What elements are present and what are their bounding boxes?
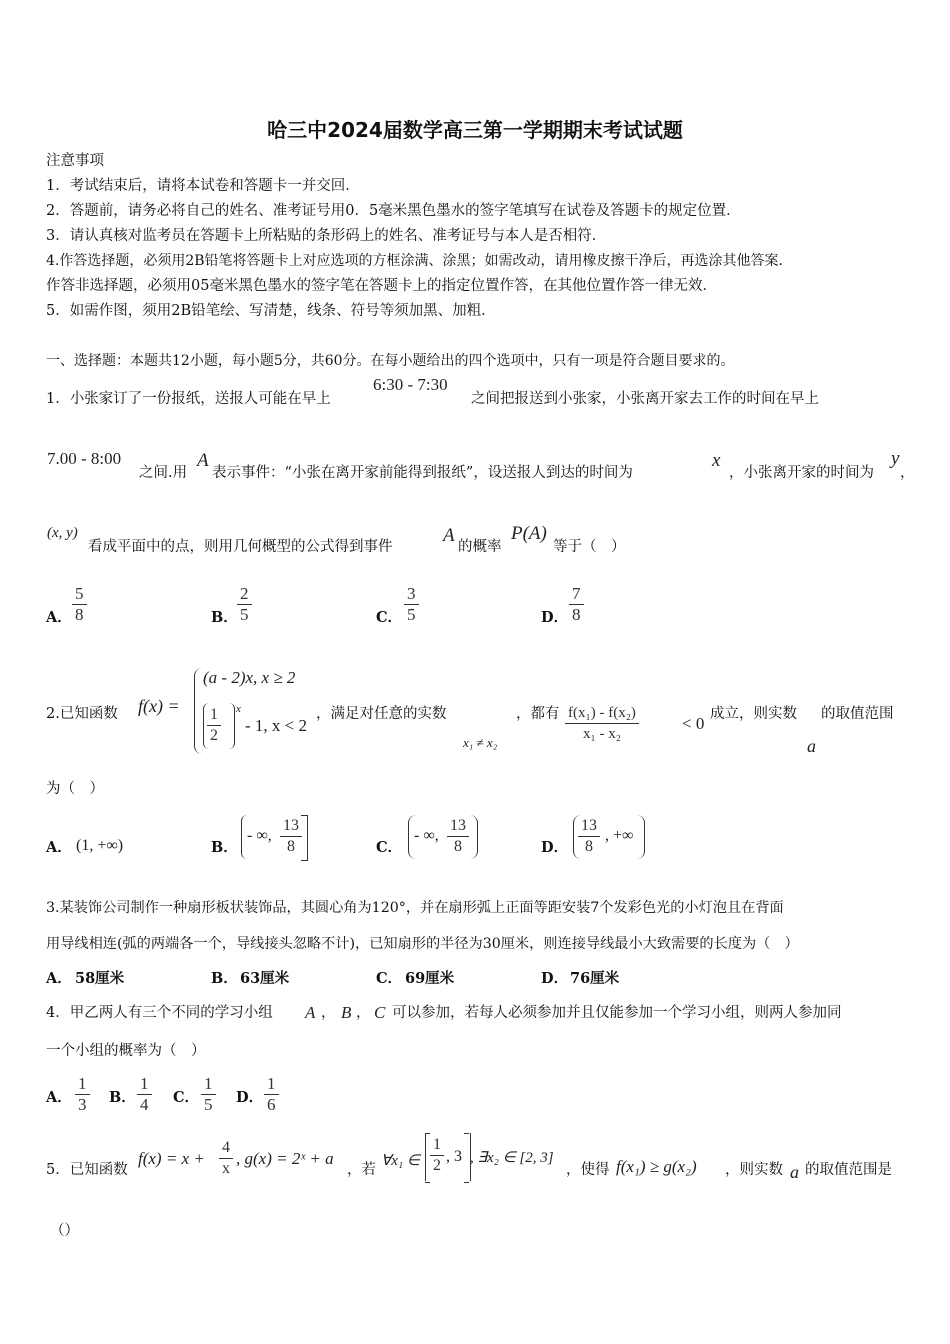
q1-text-2a: 之间.用 — [139, 465, 188, 481]
q1-time-range-1: 6:30 - 7:30 — [373, 375, 448, 394]
q1-event-a-2: A — [443, 525, 455, 546]
q1-comma: ， — [900, 465, 915, 481]
q1-var-x: x — [712, 450, 721, 471]
q1-text-2b: 表示事件：“小张在离开家前能得到报纸”，设送报人到达的时间为 — [212, 465, 633, 481]
q5-forall: ∀x₁ ∈ — [381, 1153, 420, 1169]
q1-var-y: y — [891, 448, 900, 469]
q4-option-c-fraction: $\frac{1}{5}$ — [201, 1074, 216, 1115]
q1-time-range-2: 7.00 - 8:00 — [47, 449, 122, 468]
q4-sep-1: ， — [321, 1005, 336, 1021]
notice-item-4-cont: 作答非选择题，必须用05毫米黑色墨水的签字笔在答题卡上的指定位置作答，在其他位置作答一律无效． — [46, 278, 717, 294]
q4-option-a-fraction: $\frac{1}{3}$ — [75, 1074, 90, 1115]
q2-case-1: (a - 2)x, x ≥ 2 — [203, 668, 296, 687]
q1-option-d-label: D． — [541, 609, 569, 626]
q3-option-a-label: A． — [46, 970, 72, 987]
q5-interval-rest: , 3 — [446, 1148, 462, 1165]
q4-group-a: A — [305, 1003, 316, 1022]
q4-text-1a: 4．甲乙两人有三个不同的学习小组 — [46, 1005, 273, 1021]
q2-option-a-value: (1, +∞) — [76, 837, 124, 854]
q2-stem-b: ，满足对任意的实数 — [316, 706, 447, 722]
notice-item-1: 1．考试结束后，请将本试卷和答题卡一并交回． — [46, 178, 360, 194]
q3-option-a-value: 58厘米 — [75, 970, 125, 987]
q2-var-a: a — [807, 736, 816, 756]
q1-text-2c: ，小张离开家的时间为 — [729, 465, 874, 481]
q1-option-a-label: A． — [46, 609, 72, 626]
q2-stem-e: 的取值范围 — [821, 706, 894, 722]
q2-stem-a: 2.已知函数 — [46, 706, 118, 722]
q4-text-2: 一个小组的概率为（ ） — [46, 1043, 206, 1059]
q1-option-a-fraction: $\frac{5}{8}$ — [72, 584, 87, 625]
q4-option-c-label: C． — [173, 1089, 200, 1106]
q5-f-fraction: $\frac{4}{x}$ — [219, 1138, 233, 1179]
q2-option-b-label: B． — [211, 839, 238, 856]
notice-item-4: 4.作答选择题，必须用2B铅笔将答题卡上对应选项的方框涂满、涂黑；如需改动，请用橡皮擦干净后，再选涂其他答案． — [46, 253, 793, 269]
q3-option-d-value: 76厘米 — [570, 970, 620, 987]
q2-stem-d: 成立，则实数 — [710, 706, 797, 722]
q4-option-b-label: B． — [109, 1089, 136, 1106]
q2-option-d-label: D． — [541, 839, 569, 856]
q5-stem-d: ，则实数 — [725, 1162, 783, 1178]
q2-option-c-fraction: $\frac{13}{8}$ — [447, 816, 469, 857]
q1-text-3c: 等于（ ） — [553, 539, 626, 555]
q3-option-c-label: C． — [376, 970, 403, 987]
q1-event-a: A — [197, 450, 209, 471]
q3-option-b-label: B． — [211, 970, 238, 987]
q4-group-b: B — [341, 1003, 352, 1022]
q5-interval-fraction: $\frac{1}{2}$ — [430, 1135, 444, 1176]
q2-option-b-bracket — [301, 815, 308, 861]
q3-option-c-value: 69厘米 — [405, 970, 455, 987]
q1-text-1b: 之间把报送到小张家，小张离开家去工作的时间在早上 — [471, 391, 819, 407]
q5-exists: , ∃x₂ ∈ [2, 3] — [470, 1150, 554, 1166]
q4-option-a-label: A． — [46, 1089, 72, 1106]
q1-point-xy: (x, y) — [47, 525, 78, 541]
q2-option-c-pre: - ∞, — [414, 827, 439, 844]
q5-answer-blank: （） — [50, 1223, 79, 1239]
q2-case-2-exponent: x — [236, 703, 241, 715]
q4-option-d-fraction: $\frac{1}{6}$ — [264, 1074, 279, 1115]
q4-sep-2: ， — [356, 1005, 371, 1021]
q2-case-2-fraction: $\frac{1}{2}$ — [207, 705, 221, 746]
q5-stem-c: ，使得 — [566, 1162, 610, 1178]
q1-option-c-fraction: $\frac{3}{5}$ — [404, 584, 419, 625]
notice-heading: 注意事项 — [46, 153, 104, 169]
q2-inequality-fraction: $\frac{\text{f(x₁) - f(x₂)}}{\text{x₁ - x₂}}$ — [565, 703, 639, 744]
q5-var-a: a — [790, 1162, 799, 1182]
q5-f-lhs: f(x) = x + — [138, 1149, 205, 1168]
q5-inequality: f(x₁) ≥ g(x₂) — [616, 1157, 697, 1176]
q1-option-d-fraction: $\frac{7}{8}$ — [569, 584, 584, 625]
q2-inequality-rhs: < 0 — [682, 714, 705, 733]
q4-option-d-label: D． — [236, 1089, 264, 1106]
q2-option-b-pre: - ∞, — [247, 827, 272, 844]
q1-option-b-fraction: $\frac{2}{5}$ — [237, 584, 252, 625]
q2-function-fx: f(x) = — [138, 696, 180, 716]
q2-option-c-label: C． — [376, 839, 403, 856]
q2-option-b-fraction: $\frac{13}{8}$ — [280, 816, 302, 857]
q1-prob-pa: P(A) — [511, 523, 547, 544]
q3-option-b-value: 63厘米 — [240, 970, 290, 987]
q5-stem-e: 的取值范围是 — [805, 1162, 892, 1178]
q5-g-def: , g(x) = 2ˣ + a — [236, 1149, 334, 1168]
q3-line-1: 3.某装饰公司制作一种扇形板状装饰品，其圆心角为120°，并在扇形弧上正面等距安装7个发彩色光的小灯泡且在背面 — [46, 900, 784, 916]
q4-option-b-fraction: $\frac{1}{4}$ — [137, 1074, 152, 1115]
q2-case-2-rest: - 1, x < 2 — [245, 716, 307, 735]
q2-option-d-fraction: $\frac{13}{8}$ — [578, 816, 600, 857]
q1-text-1a: 1．小张家订了一份报纸，送报人可能在早上 — [46, 391, 331, 407]
q2-stem-f: 为（ ） — [46, 781, 104, 797]
q1-text-3a: 看成平面中的点，则用几何概型的公式得到事件 — [88, 539, 393, 555]
q3-option-d-label: D． — [541, 970, 569, 987]
q5-stem-b: ，若 — [347, 1162, 376, 1178]
q1-text-3b: 的概率 — [458, 539, 502, 555]
page-title: 哈三中2024届数学高三第一学期期末考试试题 — [267, 118, 683, 142]
q1-option-b-label: B． — [211, 609, 238, 626]
q2-piecewise-brace — [194, 668, 203, 754]
q3-line-2: 用导线相连(弧的两端各一个，导线接头忽略不计)，已知扇形的半径为30厘米，则连接导线最小大致需要的长度为（ ） — [46, 936, 799, 952]
q5-interval-right-ends — [464, 1133, 469, 1183]
q1-option-c-label: C． — [376, 609, 403, 626]
q2-option-a-label: A． — [46, 839, 72, 856]
notice-item-5: 5．如需作图，须用2B铅笔绘、写清楚，线条、符号等须加黑、加粗． — [46, 303, 496, 319]
q5-stem-a: 5．已知函数 — [46, 1162, 128, 1178]
q4-group-c: C — [374, 1003, 386, 1022]
q2-x1-neq-x2: x₁ ≠ x₂ — [463, 735, 498, 750]
q4-text-1b: 可以参加，若每人必须参加并且仅能参加一个学习小组，则两人参加同 — [392, 1005, 842, 1021]
section-heading: 一、选择题：本题共12小题，每小题5分，共60分。在每小题给出的四个选项中，只有一项是符合题目要求的。 — [46, 353, 735, 369]
notice-item-3: 3．请认真核对监考员在答题卡上所粘贴的条形码上的姓名、准考证号与本人是否相符． — [46, 228, 607, 244]
q2-option-d-post: , +∞ — [605, 827, 634, 844]
notice-item-2: 2．答题前，请务必将自己的姓名、准考证号用0．5毫米黑色墨水的签字笔填写在试卷及答题卡的规定位置． — [46, 203, 741, 219]
q2-stem-c: ，都有 — [516, 706, 560, 722]
